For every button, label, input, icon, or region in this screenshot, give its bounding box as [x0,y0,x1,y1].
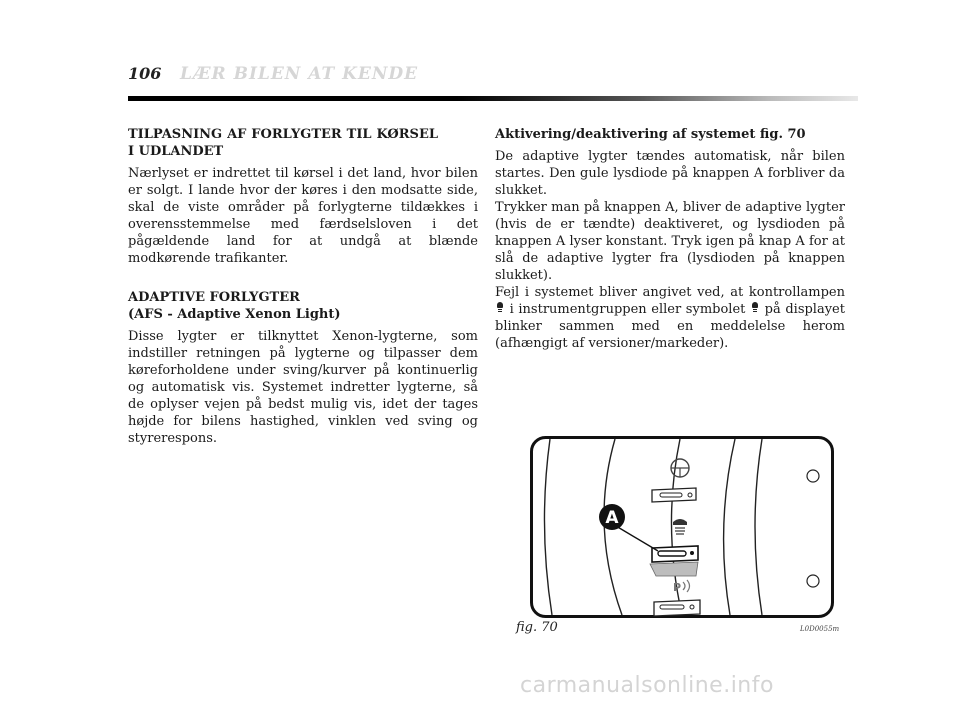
left-column [128,126,478,447]
activation-para-1: De adaptive lygter tændes automatisk, når bilen startes. Den gule lysdiode på knappen A forbliver da slukket. [495,149,845,198]
right-column [495,126,845,352]
activation-para-2-text: Trykker man på knappen A, bliver de adaptive lygter (hvis de er tændte) deaktiveret, og lysdioden på knappen A lyser konstant. Tryk igen på knap A for at slå de adaptive lygter fra (lysdioden på knappen slukket). [495,200,845,283]
activation-para-3-part3: på displayet blinker sammen med en meddelelse herom (afhængigt af versioner/markeder). [495,302,845,351]
header-rule [128,96,858,101]
afs-warning-lamp-icon [497,302,503,314]
figure-70-illustration [530,436,834,618]
figure-frame [532,438,833,617]
figure-70 [530,436,834,618]
callout-a-letter: A [605,508,619,528]
section-title-line2: (AFS - Adaptive Xenon Light) [128,307,341,322]
top-switch-button [652,488,696,502]
watermark: carmanualsonline.info [520,673,774,698]
section-title-foreign-driving: TILPASNING AF FORLYGTER TIL KØRSEL I UDLANDET [128,127,438,159]
section-text-foreign-driving: Nærlyset er indrettet til kørsel i det land, hvor bilen er solgt. I lande hvor der køres i den modsatte side, skal de viste områder på forlygterne tildækkes i overensstemmelse med færdselsloven i det pågældende land for at undgå at blænde modkørende trafikanter. [128,166,478,266]
activation-para-2 [495,199,845,284]
figure-code: L0D0055m [800,625,840,633]
activation-para-3-part1: Fejl i systemet bliver angivet ved, at kontrollampen [495,285,845,300]
svg-text:P: P [673,581,682,594]
bottom-switch-button [654,600,700,616]
activation-para-3-part2: i instrumentgruppen eller symbolet [509,302,746,317]
section-text-adaptive-headlights: Disse lygter er tilknyttet Xenon-lygterne, som indstiller retningen på lygterne og tilpasser dem køreforholdene under sving/kurver på kontinuerlig og automatisk vis. Systemet indretter lygterne, så de oplyser vejen på bedst mulig vis, idet der tages højde for bilens hastighed, vinklen ved sving og styrerespons. [128,329,478,446]
activation-para-3 [495,284,845,352]
page-heading: LÆR BILEN AT KENDE [180,64,419,84]
page-number: 106 [128,64,162,83]
figure-label: fig. 70 [516,620,558,635]
section-title-activation: Aktivering/deaktivering af systemet fig. 70 [495,127,806,142]
afs-display-symbol-icon [752,302,758,314]
section-title-adaptive-headlights [128,289,478,323]
section-title-line1: ADAPTIVE FORLYGTER [128,290,300,305]
